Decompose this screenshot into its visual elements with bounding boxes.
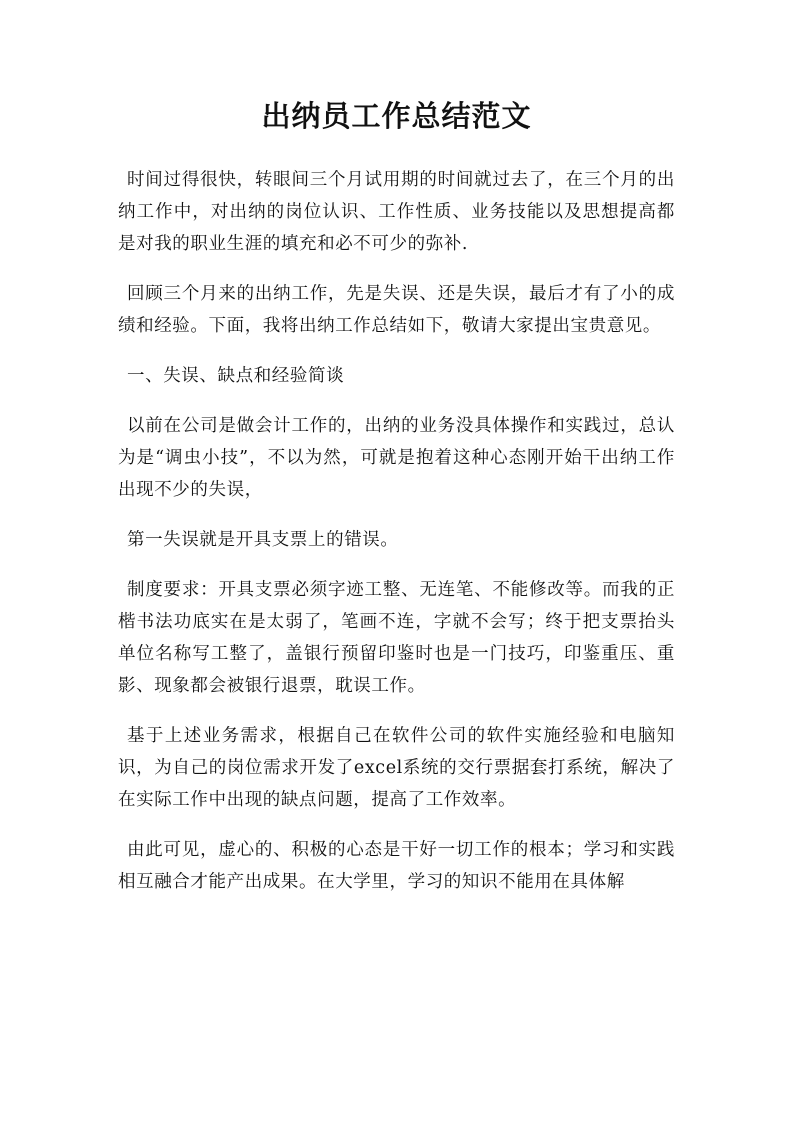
- section-heading-mistakes: 一、失误、缺点和经验简谈: [127, 366, 345, 386]
- paragraph-first-mistake: 第一失误就是开具支票上的错误。: [127, 530, 399, 550]
- document-body: [118, 164, 675, 916]
- paragraph-background: 以前在公司是做会计工作的，出纳的业务没具体操作和实践过，总认为是“调虫小技”，不以为然，可就是抱着这种心态刚开始干出纳工作出现不少的失误，: [118, 416, 675, 500]
- paragraph-intro: 时间过得很快，转眼间三个月试用期的时间就过去了，在三个月的出纳工作中，对出纳的岗位认识、工作性质、业务技能以及思想提高都是对我的职业生涯的填充和必不可少的弥补.: [118, 170, 675, 254]
- paragraph-solution: 基于上述业务需求，根据自己在软件公司的软件实施经验和电脑知识，为自己的岗位需求开发了excel系统的交行票据套打系统，解决了在实际工作中出现的缺点问题，提高了工作效率。: [118, 726, 675, 810]
- document-title: 出纳员工作总结范文: [261, 99, 532, 133]
- paragraph-review: 回顾三个月来的出纳工作，先是失误、还是失误，最后才有了小的成绩和经验。下面，我将出纳工作总结如下，敬请大家提出宝贵意见。: [118, 284, 675, 336]
- paragraph-conclusion: 由此可见，虚心的、积极的心态是干好一切工作的根本；学习和实践相互融合才能产出成果。在大学里，学习的知识不能用在具体解: [118, 840, 675, 892]
- paragraph-rules: 制度要求：开具支票必须字迹工整、无连笔、不能修改等。而我的正楷书法功底实在是太弱了，笔画不连，字就不会写；终于把支票抬头单位名称写工整了，盖银行预留印鉴时也是一门技巧，印鉴重压、重影、现象都会被银行退票，耽误工作。: [118, 580, 675, 696]
